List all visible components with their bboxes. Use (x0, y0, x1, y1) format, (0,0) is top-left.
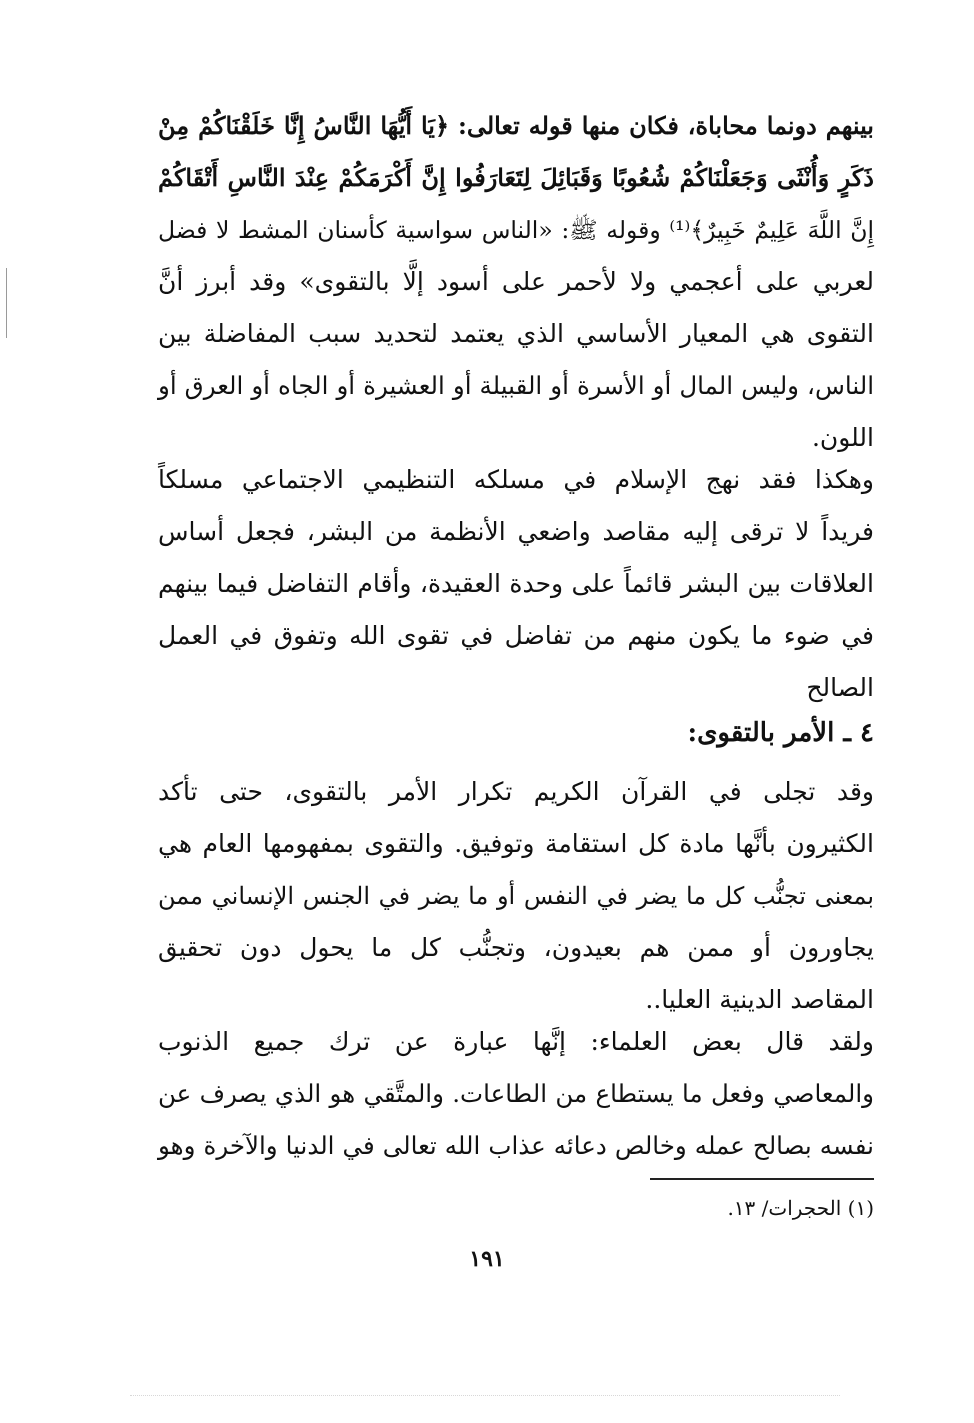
text-line: الكثيرون بأنَّها مادة كل استقامة وتوفيق. والتقوى بمفهومها العام هي (158, 829, 874, 858)
text-line: في ضوء ما يكون منهم من تفاضل في تقوى الله وتفوق في العمل (158, 621, 874, 650)
footnote-separator (650, 1178, 874, 1180)
text-line: ولقد قال بعض العلماء: إنَّها عبارة عن ترك جميع الذنوب (158, 1027, 874, 1056)
text-line: لعربي على أعجمي ولا لأحمر على أسود إلَّا بالتقوى» وقد أبرز أنَّ (158, 267, 874, 296)
paragraph-1 (158, 100, 874, 464)
text-line: يجاورون أو ممن هم بعيدون، وتجنُّب كل ما يحول دون تحقيق (158, 933, 874, 962)
paragraph-4 (158, 1016, 874, 1172)
page-number: ١٩١ (469, 1246, 505, 1272)
scan-margin-mark (6, 268, 7, 338)
text-line: وهكذا فقد نهج الإسلام في مسلكه التنظيمي الاجتماعي مسلكاً (158, 465, 874, 494)
quran-verse-line: ذَكَرٍ وَأُنْثَى وَجَعَلْنَاكُمْ شُعُوبًا وَقَبَائِلَ لِتَعَارَفُوا إِنَّ أَكْرَمَكُمْ عِنْدَ النَّاسِ أَتْقَاكُمْ (158, 163, 874, 192)
scan-artifact (130, 1395, 840, 1397)
text-line: التقوى هي المعيار الأساسي الذي يعتمد لتحديد سبب المفاضلة بين (158, 319, 874, 348)
text-line: إِنَّ اللَّهَ عَلِيمٌ خَبِيرٌ﴾⁽¹⁾ وقوله ﷺ: «الناس سواسية كأسنان المشط لا فضل (158, 216, 874, 244)
text-line: الناس، وليس المال أو الأسرة أو القبيلة أو العشيرة أو الجاه أو العرق أو (158, 371, 874, 400)
text-line: العلاقات بين البشر قائماً على وحدة العقيدة، وأقام التفاضل فيما بينهم (158, 569, 874, 598)
text-line: وقد تجلى في القرآن الكريم تكرار الأمر بالتقوى، حتى تأكد (158, 777, 874, 806)
text-line: فريداً لا ترقى إليه مقاصد واضعي الأنظمة من البشر، فجعل أساس (158, 517, 874, 546)
text-line: الصالح (806, 673, 874, 702)
text-line: اللون. (811, 423, 874, 452)
section-heading: ٤ ـ الأمر بالتقوى: (687, 718, 874, 748)
paragraph-2 (158, 454, 874, 714)
text-line: المقاصد الدينية العليا.. (645, 985, 874, 1014)
text-line: بمعنى تجنُّب كل ما يضر في النفس أو ما يضر في الجنس الإنساني ممن (158, 882, 874, 910)
footnote: (١) الحجرات/ ١٣. (727, 1196, 874, 1220)
text-line: بينهم دونما محاباة، فكان منها قوله تعالى: ﴿يَا أَيُّهَا النَّاسُ إِنَّا خَلَقْنَاكُمْ مِنْ (158, 111, 874, 140)
text-line: والمعاصي وفعل ما يستطاع من الطاعات. والمتَّقي هو الذي يصرف عن (158, 1079, 874, 1108)
text-line: نفسه بصالح عمله وخالص دعائه عذاب الله تعالى في الدنيا والآخرة وهو (158, 1131, 874, 1160)
paragraph-3 (158, 766, 874, 1026)
